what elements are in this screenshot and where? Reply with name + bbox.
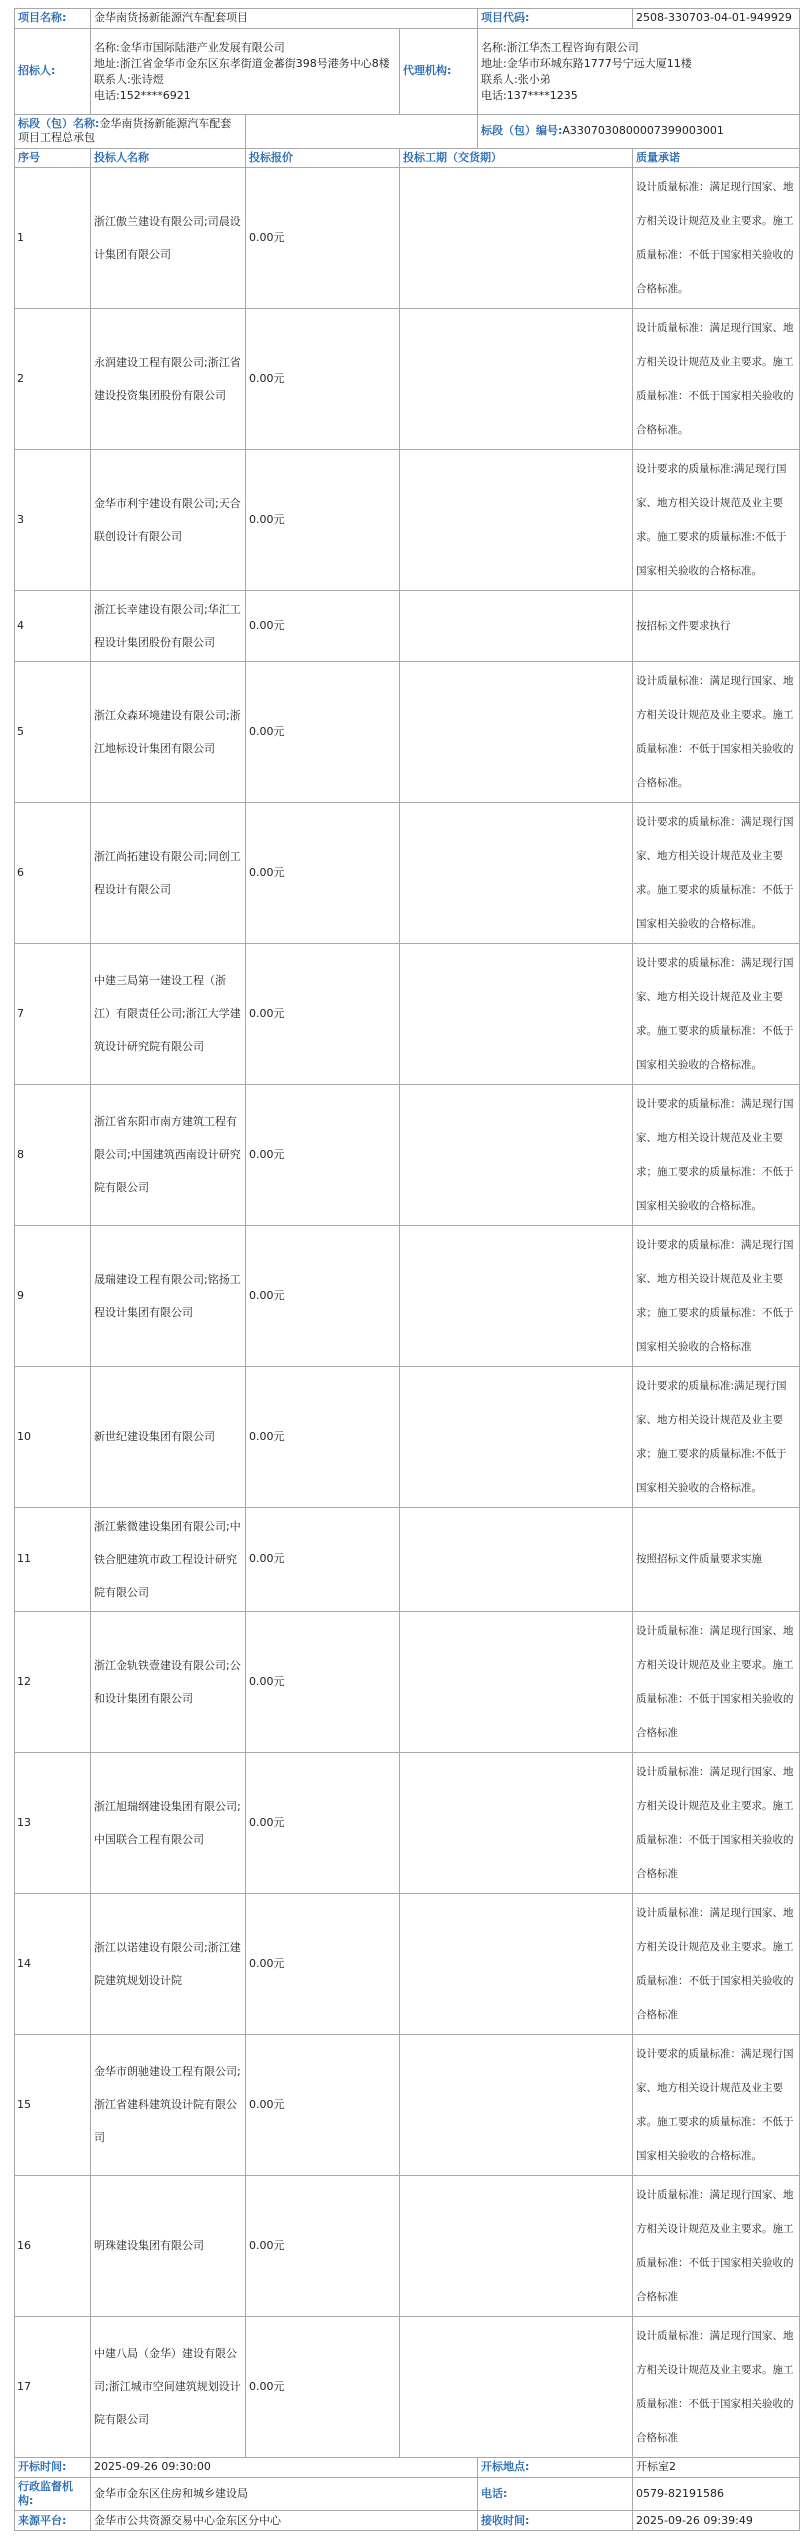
bid-opening-table-main xyxy=(14,28,800,115)
row-price: 0.00元 xyxy=(246,2316,400,2457)
row-price: 0.00元 xyxy=(246,308,400,449)
section-code-label: 标段（包）编号: xyxy=(481,124,563,138)
row-bidder: 浙江长幸建设有限公司;华汇工程设计集团股份有限公司 xyxy=(91,590,246,661)
row-no: 3 xyxy=(15,449,91,590)
row-bidder: 浙江金轨铁壹建设有限公司;公和设计集团有限公司 xyxy=(91,1611,246,1752)
open-place: 开标室2 xyxy=(633,2457,800,2477)
row-bidder: 浙江众森环境建设有限公司;浙江地标设计集团有限公司 xyxy=(91,661,246,802)
section-name: 金华南货扬新能源汽车配套项目工程总承包 xyxy=(18,117,232,145)
table-row xyxy=(15,590,800,661)
row-period xyxy=(400,2316,633,2457)
table-row xyxy=(15,2316,800,2457)
row-bidder: 浙江以诺建设有限公司;浙江建院建筑规划设计院 xyxy=(91,1893,246,2034)
table-row xyxy=(15,661,800,802)
open-time: 2025-09-26 09:30:00 xyxy=(91,2457,478,2477)
row-period xyxy=(400,1507,633,1611)
bid-opening-table xyxy=(14,8,800,29)
row-period xyxy=(400,943,633,1084)
row-price: 0.00元 xyxy=(246,2175,400,2316)
table-row xyxy=(15,802,800,943)
row-quality: 设计要求的质量标准：满足现行国家、地方相关设计规范及业主要求。施工要求的质量标准：不低于国家相关验收的合格标准。 xyxy=(633,2034,800,2175)
agency-info xyxy=(478,29,800,115)
agency-line: 电话:137****1235 xyxy=(481,88,578,102)
row-price: 0.00元 xyxy=(246,1366,400,1507)
agency-line: 地址:金华市环城东路1777号宁远大厦11楼 xyxy=(481,56,692,70)
table-row xyxy=(15,449,800,590)
header-no: 序号 xyxy=(15,148,91,167)
row-price: 0.00元 xyxy=(246,1752,400,1893)
row-period xyxy=(400,449,633,590)
source: 金华市公共资源交易中心金东区分中心 xyxy=(91,2511,478,2531)
header-bidder: 投标人名称 xyxy=(91,148,246,167)
row-price: 0.00元 xyxy=(246,1084,400,1225)
row-period xyxy=(400,167,633,308)
tenderer-line: 电话:152****6921 xyxy=(94,88,191,102)
row-quality: 设计质量标准：满足现行国家、地方相关设计规范及业主要求。施工质量标准：不低于国家相关验收的合格标准 xyxy=(633,1893,800,2034)
row-bidder: 中建八局（金华）建设有限公司;浙江城市空间建筑规划设计院有限公司 xyxy=(91,2316,246,2457)
row-no: 2 xyxy=(15,308,91,449)
tenderer-label: 招标人: xyxy=(15,29,91,115)
row-no: 13 xyxy=(15,1752,91,1893)
header-price: 投标报价 xyxy=(246,148,400,167)
section-row xyxy=(15,115,800,149)
section-name-cell xyxy=(15,115,246,149)
row-quality: 设计质量标准：满足现行国家、地方相关设计规范及业主要求。施工质量标准：不低于国家相关验收的合格标准。 xyxy=(633,308,800,449)
section-code: A3307030800007399003001 xyxy=(562,124,724,138)
row-no: 11 xyxy=(15,1507,91,1611)
row-quality: 设计要求的质量标准：满足现行国家、地方相关设计规范及业主要求；施工要求的质量标准：不低于国家相关验收的合格标准。 xyxy=(633,1084,800,1225)
row-price: 0.00元 xyxy=(246,2034,400,2175)
row-no: 4 xyxy=(15,590,91,661)
supervisor-label: 行政监督机构: xyxy=(15,2477,91,2511)
receive-time-label: 接收时间: xyxy=(478,2511,633,2531)
row-quality: 设计质量标准：满足现行国家、地方相关设计规范及业主要求。施工质量标准：不低于国家相关验收的合格标准 xyxy=(633,2316,800,2457)
row-period xyxy=(400,1611,633,1752)
section-code-cell xyxy=(478,115,800,149)
phone-label: 电话: xyxy=(478,2477,633,2511)
table-row xyxy=(15,1084,800,1225)
project-name: 金华南货扬新能源汽车配套项目 xyxy=(91,9,478,29)
row-bidder: 浙江旭瑞纲建设集团有限公司;中国联合工程有限公司 xyxy=(91,1752,246,1893)
table-row xyxy=(15,308,800,449)
row-bidder: 浙江紫微建设集团有限公司;中铁合肥建筑市政工程设计研究院有限公司 xyxy=(91,1507,246,1611)
open-time-label: 开标时间: xyxy=(15,2457,91,2477)
row-no: 5 xyxy=(15,661,91,802)
source-label: 来源平台: xyxy=(15,2511,91,2531)
table-header-row xyxy=(15,148,800,167)
project-code: 2508-330703-04-01-949929 xyxy=(633,9,800,29)
table-row xyxy=(15,1507,800,1611)
row-price: 0.00元 xyxy=(246,802,400,943)
row-period xyxy=(400,1225,633,1366)
table-row xyxy=(15,2034,800,2175)
table-row xyxy=(15,1752,800,1893)
tenderer-row xyxy=(15,29,800,115)
row-bidder: 明珠建设集团有限公司 xyxy=(91,2175,246,2316)
row-no: 1 xyxy=(15,167,91,308)
row-bidder: 中建三局第一建设工程（浙江）有限责任公司;浙江大学建筑设计研究院有限公司 xyxy=(91,943,246,1084)
row-no: 7 xyxy=(15,943,91,1084)
row-bidder: 浙江傲兰建设有限公司;司晨设计集团有限公司 xyxy=(91,167,246,308)
row-period xyxy=(400,661,633,802)
row-period xyxy=(400,1893,633,2034)
row-quality: 设计要求的质量标准:满足现行国家、地方相关设计规范及业主要求。施工要求的质量标准:不低于国家相关验收的合格标准。 xyxy=(633,449,800,590)
row-price: 0.00元 xyxy=(246,1611,400,1752)
project-name-label: 项目名称: xyxy=(15,9,91,29)
row-bidder: 晟瑞建设工程有限公司;铭扬工程设计集团有限公司 xyxy=(91,1225,246,1366)
bid-list-table xyxy=(14,114,800,2531)
tenderer-line: 地址:浙江省金华市金东区东孝街道金蕃街398号港务中心8楼 xyxy=(94,56,390,70)
table-row xyxy=(15,1366,800,1507)
agency-label: 代理机构: xyxy=(400,29,478,115)
row-quality: 设计要求的质量标准：满足现行国家、地方相关设计规范及业主要求；施工要求的质量标准：不低于国家相关验收的合格标准 xyxy=(633,1225,800,1366)
row-quality: 设计质量标准：满足现行国家、地方相关设计规范及业主要求。施工质量标准：不低于国家相关验收的合格标准 xyxy=(633,1752,800,1893)
table-row xyxy=(15,1893,800,2034)
section-name-label: 标段（包）名称: xyxy=(18,117,100,130)
row-quality: 设计要求的质量标准:满足现行国家、地方相关设计规范及业主要求；施工要求的质量标准:不低于国家相关验收的合格标准。 xyxy=(633,1366,800,1507)
row-period xyxy=(400,590,633,661)
row-no: 16 xyxy=(15,2175,91,2316)
row-quality: 设计要求的质量标准：满足现行国家、地方相关设计规范及业主要求。施工要求的质量标准：不低于国家相关验收的合格标准。 xyxy=(633,802,800,943)
phone: 0579-82191586 xyxy=(633,2477,800,2511)
receive-time: 2025-09-26 09:39:49 xyxy=(633,2511,800,2531)
row-bidder: 浙江尚拓建设有限公司;同创工程设计有限公司 xyxy=(91,802,246,943)
row-price: 0.00元 xyxy=(246,943,400,1084)
table-row xyxy=(15,1225,800,1366)
agency-line: 联系人:张小弟 xyxy=(481,72,551,86)
table-row xyxy=(15,167,800,308)
footer-row-supervisor xyxy=(15,2477,800,2511)
row-quality: 设计质量标准：满足现行国家、地方相关设计规范及业主要求。施工质量标准：不低于国家相关验收的合格标准。 xyxy=(633,167,800,308)
row-quality: 设计质量标准：满足现行国家、地方相关设计规范及业主要求。施工质量标准：不低于国家相关验收的合格标准 xyxy=(633,2175,800,2316)
header-quality: 质量承诺 xyxy=(633,148,800,167)
agency-line: 名称:浙江华杰工程咨询有限公司 xyxy=(481,40,639,54)
row-period xyxy=(400,308,633,449)
row-price: 0.00元 xyxy=(246,1507,400,1611)
row-bidder: 金华市朗驰建设工程有限公司;浙江省建科建筑设计院有限公司 xyxy=(91,2034,246,2175)
row-no: 14 xyxy=(15,1893,91,2034)
row-period xyxy=(400,2175,633,2316)
row-period xyxy=(400,1084,633,1225)
row-period xyxy=(400,2034,633,2175)
tenderer-line: 联系人:张诗煜 xyxy=(94,72,164,86)
footer-row-source xyxy=(15,2511,800,2531)
row-price: 0.00元 xyxy=(246,1225,400,1366)
row-bidder: 永润建设工程有限公司;浙江省建设投资集团股份有限公司 xyxy=(91,308,246,449)
row-quality: 按招标文件要求执行 xyxy=(633,590,800,661)
table-row xyxy=(15,1611,800,1752)
row-no: 12 xyxy=(15,1611,91,1752)
row-no: 10 xyxy=(15,1366,91,1507)
section-spacer xyxy=(246,115,478,149)
row-bidder: 浙江省东阳市南方建筑工程有限公司;中国建筑西南设计研究院有限公司 xyxy=(91,1084,246,1225)
row-price: 0.00元 xyxy=(246,661,400,802)
row-period xyxy=(400,802,633,943)
row-price: 0.00元 xyxy=(246,449,400,590)
row-price: 0.00元 xyxy=(246,590,400,661)
row-period xyxy=(400,1366,633,1507)
row-quality: 设计质量标准：满足现行国家、地方相关设计规范及业主要求。施工质量标准：不低于国家相关验收的合格标准 xyxy=(633,1611,800,1752)
row-period xyxy=(400,1752,633,1893)
row-no: 6 xyxy=(15,802,91,943)
footer-row-time xyxy=(15,2457,800,2477)
row-quality: 按照招标文件质量要求实施 xyxy=(633,1507,800,1611)
row-no: 9 xyxy=(15,1225,91,1366)
table-row xyxy=(15,2175,800,2316)
row-price: 0.00元 xyxy=(246,1893,400,2034)
tenderer-info xyxy=(91,29,400,115)
open-place-label: 开标地点: xyxy=(478,2457,633,2477)
row-quality: 设计质量标准：满足现行国家、地方相关设计规范及业主要求。施工质量标准：不低于国家相关验收的合格标准。 xyxy=(633,661,800,802)
tenderer-line: 名称:金华市国际陆港产业发展有限公司 xyxy=(94,40,285,54)
header-period: 投标工期（交货期） xyxy=(400,148,633,167)
row-price: 0.00元 xyxy=(246,167,400,308)
row-bidder: 新世纪建设集团有限公司 xyxy=(91,1366,246,1507)
table-row xyxy=(15,943,800,1084)
project-code-label: 项目代码: xyxy=(478,9,633,29)
row-bidder: 金华市利宇建设有限公司;天合联创设计有限公司 xyxy=(91,449,246,590)
project-row xyxy=(15,9,800,29)
row-no: 8 xyxy=(15,1084,91,1225)
row-no: 15 xyxy=(15,2034,91,2175)
supervisor: 金华市金东区住房和城乡建设局 xyxy=(91,2477,478,2511)
row-no: 17 xyxy=(15,2316,91,2457)
row-quality: 设计要求的质量标准：满足现行国家、地方相关设计规范及业主要求。施工要求的质量标准：不低于国家相关验收的合格标准。 xyxy=(633,943,800,1084)
